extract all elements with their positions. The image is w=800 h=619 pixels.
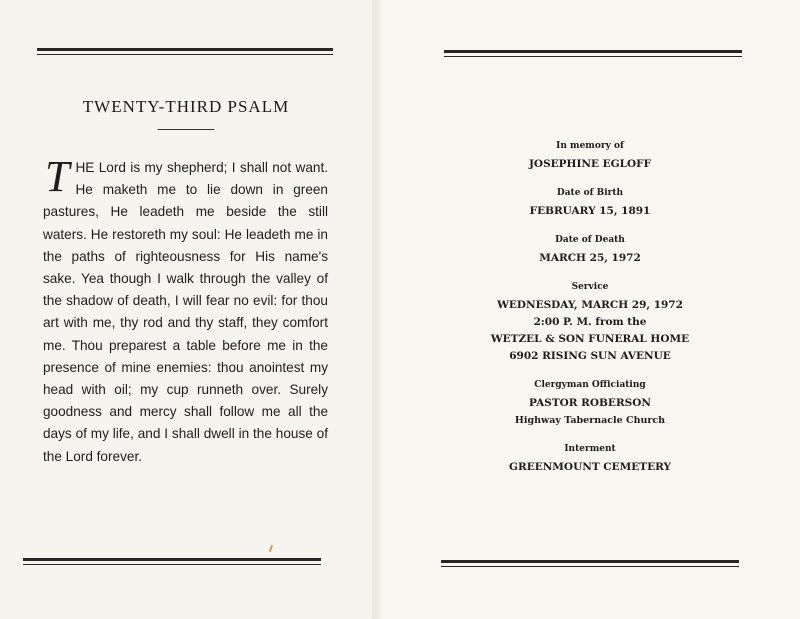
psalm-body-text: HE Lord is my shepherd; I shall not want. He maketh me to lie down in green pastures, He leadeth me beside the still waters. He restoreth my soul: He leadeth me in the paths of righteousness for His name's sake. Yea though I walk through the valley of the shadow of death, I will fear no evil: for thou art with me, thy rod and thy staff, they comfort me. Thou preparest a table before me in the presence of mine enemies: thou anointest my head with oil; my cup runneth over. Surely goodness and mercy shall follow me all the days of my life, and I shall dwell in the house of the Lord forever. <box>43 160 328 464</box>
memorial-details <box>380 140 800 490</box>
clergy-church: Highway Tabernacle Church <box>514 415 666 426</box>
psalm-title: TWENTY-THIRD PSALM <box>82 97 290 116</box>
memory-block <box>380 140 800 173</box>
right-page <box>380 0 800 619</box>
top-rule-right <box>444 50 742 57</box>
interment-place: GREENMOUNT CEMETERY <box>509 461 671 473</box>
interment-block <box>380 443 800 476</box>
center-fold <box>372 0 380 619</box>
service-label: Service <box>571 282 609 292</box>
deceased-name: JOSEPHINE EGLOFF <box>528 158 652 170</box>
bottom-rule-left <box>23 558 321 565</box>
birth-date: FEBRUARY 15, 1891 <box>529 205 651 217</box>
drop-cap: T <box>45 152 70 201</box>
birth-label: Date of Birth <box>556 188 624 198</box>
service-time: 2:00 P. M. from the <box>533 316 647 328</box>
service-place: WETZEL & SON FUNERAL HOME <box>490 333 690 345</box>
death-block <box>380 234 800 267</box>
top-rule-left <box>37 48 333 55</box>
stain-mark <box>269 545 273 552</box>
bottom-rule-right <box>441 560 739 567</box>
service-address: 6902 RISING SUN AVENUE <box>509 350 671 362</box>
service-date: WEDNESDAY, MARCH 29, 1972 <box>497 299 683 311</box>
clergy-name: PASTOR ROBERSON <box>528 397 651 409</box>
death-label: Date of Death <box>555 235 625 245</box>
birth-block <box>380 187 800 220</box>
left-page <box>0 0 372 619</box>
psalm-text <box>43 152 328 468</box>
clergy-label: Clergyman Officiating <box>534 380 646 390</box>
service-block <box>380 281 800 365</box>
death-date: MARCH 25, 1972 <box>539 252 641 264</box>
title-underline <box>158 129 214 130</box>
memory-label: In memory of <box>556 141 624 151</box>
clergy-block <box>380 379 800 429</box>
interment-label: Interment <box>564 444 616 454</box>
